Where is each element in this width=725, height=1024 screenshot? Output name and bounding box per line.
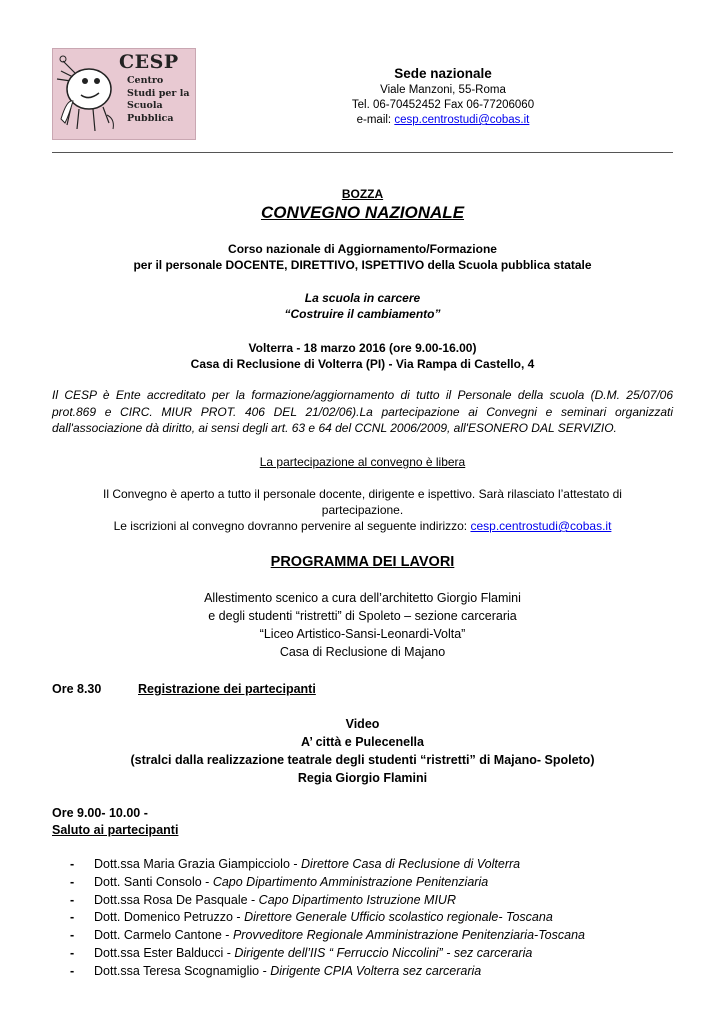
speaker-name: Dott.ssa Maria Grazia Giampicciolo - (94, 857, 302, 871)
speaker-name: Dott.ssa Teresa Scognamiglio - (94, 963, 271, 978)
list-item (52, 909, 585, 927)
list-item (52, 927, 585, 945)
speaker-role: Provveditore Regionale Amministrazione Penitenziaria-Toscana (232, 928, 585, 943)
event-2: Saluto ai partecipanti (52, 823, 179, 837)
video-line-3: (stralci dalla realizzazione teatrale degli studenti “ristretti” di Majano- Spoleto) (130, 753, 595, 767)
open-line-1: Il Convegno è aperto a tutto il personale docente, dirigente e ispettivo. Sarà rilasciato l’attestato di (103, 487, 622, 501)
dash-bullet: - (70, 928, 75, 943)
speaker-name: Dott. Santi Consolo - (94, 874, 213, 889)
video-line-2: A’ città e Pulecenella (301, 735, 424, 749)
dash-bullet: - (70, 857, 75, 871)
time-2: Ore 9.00- 10.00 - (52, 806, 148, 820)
video-title: Video (345, 717, 380, 731)
header-email-line (330, 113, 556, 128)
header-email-link[interactable]: cesp.centrostudi@cobas.it (394, 114, 530, 126)
doc-title: CONVEGNO NAZIONALE (260, 203, 465, 222)
enrol-text: Le iscrizioni al convegno dovranno pervenire al seguente indirizzo: (113, 519, 471, 533)
list-item (52, 856, 585, 874)
course-line-1: Corso nazionale di Aggiornamento/Formazione (228, 242, 497, 256)
list-item (52, 963, 585, 981)
logo-title: CESP (119, 51, 179, 73)
set-line-2: e degli studenti “ristretti” di Spoleto – sezione carceraria (208, 609, 517, 623)
header-phone: Tel. 06-70452452 Fax 06-77206060 (351, 99, 535, 111)
subtitle-1: La scuola in carcere (304, 291, 421, 305)
list-item (52, 892, 585, 910)
enrol-line (52, 518, 673, 534)
program-title: PROGRAMMA DEI LAVORI (270, 554, 455, 570)
speaker-name: Dott. Domenico Petruzzo - (94, 910, 245, 925)
speaker-role: Capo Dipartimento Amministrazione Penitenziaria (212, 874, 489, 889)
speaker-name: Dott.ssa Ester Balducci - (94, 945, 235, 960)
speaker-name: Dott.ssa Rosa De Pasquale - (94, 892, 259, 907)
header-heading: Sede nazionale (394, 66, 492, 81)
list-item (52, 945, 585, 963)
list-item (52, 874, 585, 892)
draft-label: BOZZA (341, 187, 384, 201)
email-label: e-mail: (356, 114, 395, 126)
open-line-2: partecipazione. (321, 503, 404, 517)
header-contact (330, 65, 556, 128)
dash-bullet: - (70, 963, 75, 978)
dash-bullet: - (70, 945, 75, 960)
speaker-role: Direttore Casa di Reclusione di Volterra (301, 857, 521, 871)
speaker-role: Direttore Generale Ufficio scolastico regionale- Toscana (244, 910, 553, 925)
cesp-logo (52, 48, 196, 140)
event-1: Registrazione dei partecipanti (138, 682, 316, 696)
date-line: Volterra - 18 marzo 2016 (ore 9.00-16.00) (248, 341, 477, 355)
speaker-role: Capo Dipartimento Istruzione MIUR (258, 892, 456, 907)
course-line-2: per il personale DOCENTE, DIRETTIVO, ISPETTIVO della Scuola pubblica statale (133, 258, 592, 272)
set-line-4: Casa di Reclusione di Majano (279, 645, 446, 659)
dash-bullet: - (70, 910, 75, 925)
speaker-role: Dirigente CPIA Volterra sez carceraria (270, 963, 482, 978)
free-participation: La partecipazione al convegno è libera (259, 455, 466, 469)
speaker-role: Dirigente dell’IIS “ Ferruccio Niccolini” - sez carceraria (234, 945, 533, 960)
video-line-4: Regia Giorgio Flamini (297, 771, 428, 785)
speaker-name: Dott. Carmelo Cantone - (94, 928, 233, 943)
dash-bullet: - (70, 892, 75, 907)
set-line-1: Allestimento scenico a cura dell’architetto Giorgio Flamini (204, 591, 521, 605)
set-line-3: “Liceo Artistico-Sansi-Leonardi-Volta” (259, 627, 466, 641)
enrol-email-link[interactable]: cesp.centrostudi@cobas.it (470, 519, 612, 533)
place-line: Casa di Reclusione di Volterra (PI) - Via Rampa di Castello, 4 (190, 357, 535, 371)
header-divider (52, 152, 673, 153)
header-address: Viale Manzoni, 55-Roma (380, 84, 506, 96)
time-1: Ore 8.30 (52, 682, 102, 696)
accreditation-paragraph: Il CESP è Ente accreditato per la formazione/aggiornamento di tutto il Personale della scuola (D.M. 25/07/06 prot.869 e CIRC. MIUR PROT. 406 DEL 21/02/06).La partecipazione ai Convegni e seminari organizzati dall'associazione dà diritto, ai sensi degli art. 63 e 64 del CCNL 2006/2009, all'ESONERO DAL SERVIZIO. (52, 388, 673, 435)
subtitle-2: “Costruire il cambiamento” (284, 307, 441, 321)
speakers-list (52, 856, 585, 981)
logo-subtitle: Centro Studi per la Scuola Pubblica (127, 75, 190, 124)
dash-bullet: - (70, 874, 75, 889)
